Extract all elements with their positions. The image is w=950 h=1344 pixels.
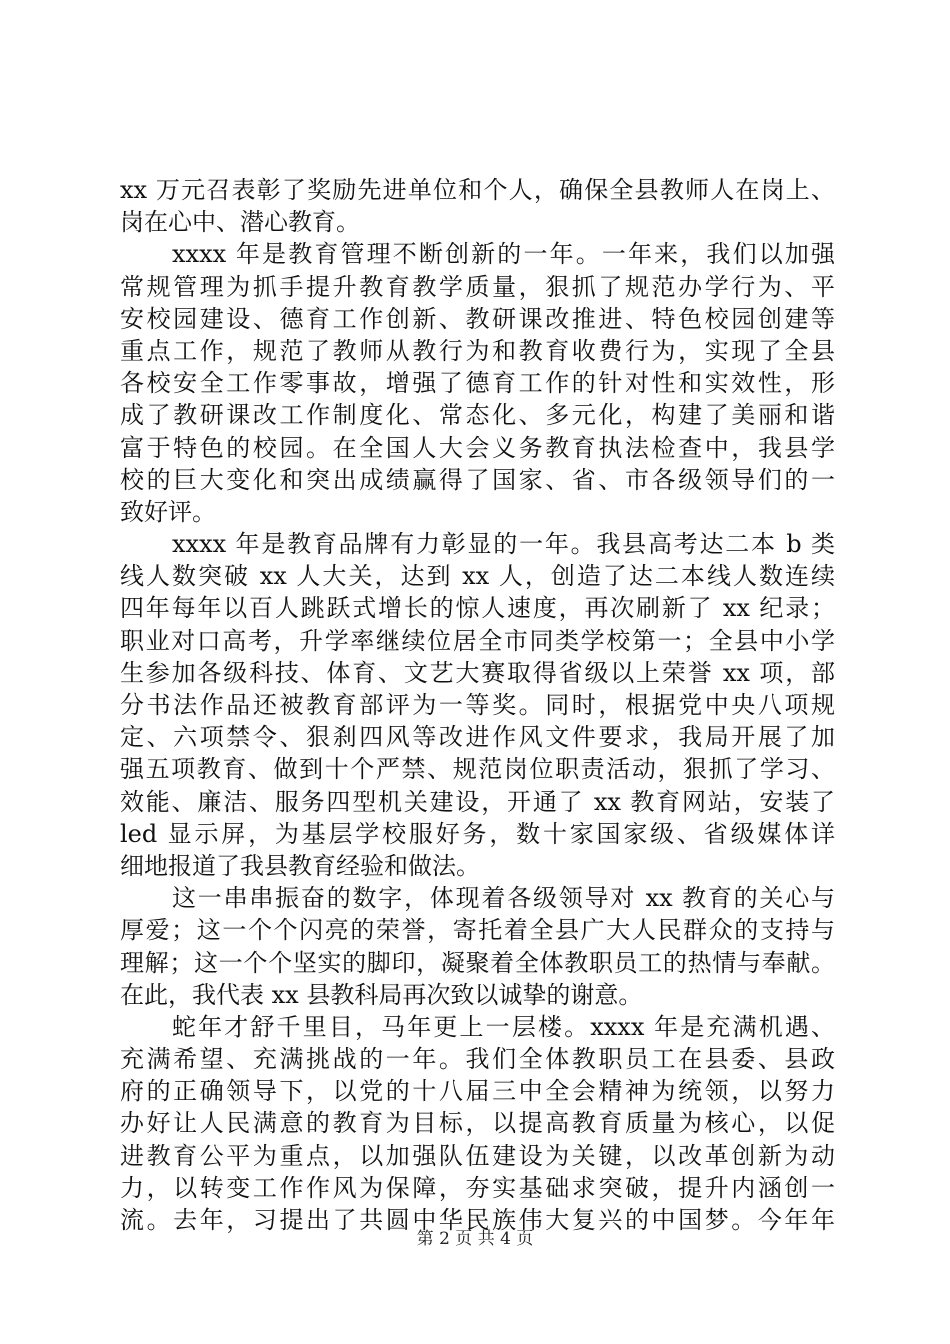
text-line: 安校园建设、德育工作创新、教研课改推进、特色校园创建等 bbox=[120, 304, 835, 333]
text-line: 府的正确领导下，以党的十八届三中全会精神为统领，以努力 bbox=[120, 1077, 835, 1106]
text-line: 这一串串振奋的数字，体现着各级领导对 xx 教育的关心与 bbox=[172, 884, 835, 913]
text-line: 岗在心中、潜心教育。 bbox=[120, 208, 360, 237]
text-line: led 显示屏，为基层学校服好务，数十家国家级、省级媒体详 bbox=[120, 819, 835, 848]
text-line: 进教育公平为重点，以加强队伍建设为关键，以改革创新为动 bbox=[120, 1141, 835, 1170]
text-line: 在此，我代表 xx 县教科局再次致以诚挚的谢意。 bbox=[120, 980, 643, 1009]
text-line: 富于特色的校园。在全国人大会义务教育执法检查中，我县学 bbox=[120, 433, 835, 462]
text-line: xxxx 年是教育管理不断创新的一年。一年来，我们以加强 bbox=[172, 240, 835, 269]
text-line: 各校安全工作零事故，增强了德育工作的针对性和实效性，形 bbox=[120, 369, 835, 398]
text-line: 细地报道了我县教育经验和做法。 bbox=[120, 851, 480, 880]
text-line: 蛇年才舒千里目，马年更上一层楼。xxxx 年是充满机遇、 bbox=[172, 1012, 835, 1041]
page-footer: 第 2 页 共 4 页 bbox=[416, 1229, 534, 1249]
text-line: 成了教研课改工作制度化、常态化、多元化，构建了美丽和谐 bbox=[120, 401, 835, 430]
text-line: 重点工作，规范了教师从教行为和教育收费行为，实现了全县 bbox=[120, 336, 835, 365]
text-line: 流。去年，习提出了共圆中华民族伟大复兴的中国梦。今年年 bbox=[120, 1206, 835, 1234]
text-line: 线人数突破 xx 人大关，达到 xx 人，创造了达二本线人数连续 bbox=[120, 562, 835, 591]
text-line: 厚爱；这一个个闪亮的荣誉，寄托着全县广大人民群众的支持与 bbox=[120, 916, 835, 945]
text-line: 定、六项禁令、狠刹四风等改进作风文件要求，我局开展了加 bbox=[120, 723, 835, 752]
text-line: 充满希望、充满挑战的一年。我们全体教职员工在县委、县政 bbox=[120, 1045, 835, 1074]
text-line: 力，以转变工作作风为保障，夯实基础求突破，提升内涵创一 bbox=[120, 1173, 835, 1202]
text-line: 办好让人民满意的教育为目标，以提高教育质量为核心，以促 bbox=[120, 1109, 835, 1138]
text-line: 常规管理为抓手提升教育教学质量，狠抓了规范办学行为、平 bbox=[120, 272, 835, 301]
text-line: 校的巨大变化和突出成绩赢得了国家、省、市各级领导们的一 bbox=[120, 465, 835, 494]
document-body bbox=[120, 174, 835, 1236]
text-line: 致好评。 bbox=[120, 497, 216, 526]
text-line: 理解；这一个个坚实的脚印，凝聚着全体教职员工的热情与奉献。 bbox=[120, 948, 835, 977]
text-line: xx 万元召表彰了奖励先进单位和个人，确保全县教师人在岗上、 bbox=[120, 176, 835, 204]
text-line: 职业对口高考，升学率继续位居全市同类学校第一；全县中小学 bbox=[120, 626, 835, 655]
text-line: 强五项教育、做到十个严禁、规范岗位职责活动，狠抓了学习、 bbox=[120, 755, 835, 784]
text-line: 生参加各级科技、体育、文艺大赛取得省级以上荣誉 xx 项，部 bbox=[120, 658, 835, 687]
text-line: xxxx 年是教育品牌有力彰显的一年。我县高考达二本 b 类 bbox=[172, 530, 835, 559]
text-line: 四年每年以百人跳跃式增长的惊人速度，再次刷新了 xx 纪录； bbox=[120, 594, 835, 623]
text-line: 分书法作品还被教育部评为一等奖。同时，根据党中央八项规 bbox=[120, 691, 835, 719]
text-line: 效能、廉洁、服务四型机关建设，开通了 xx 教育网站，安装了 bbox=[120, 787, 835, 816]
